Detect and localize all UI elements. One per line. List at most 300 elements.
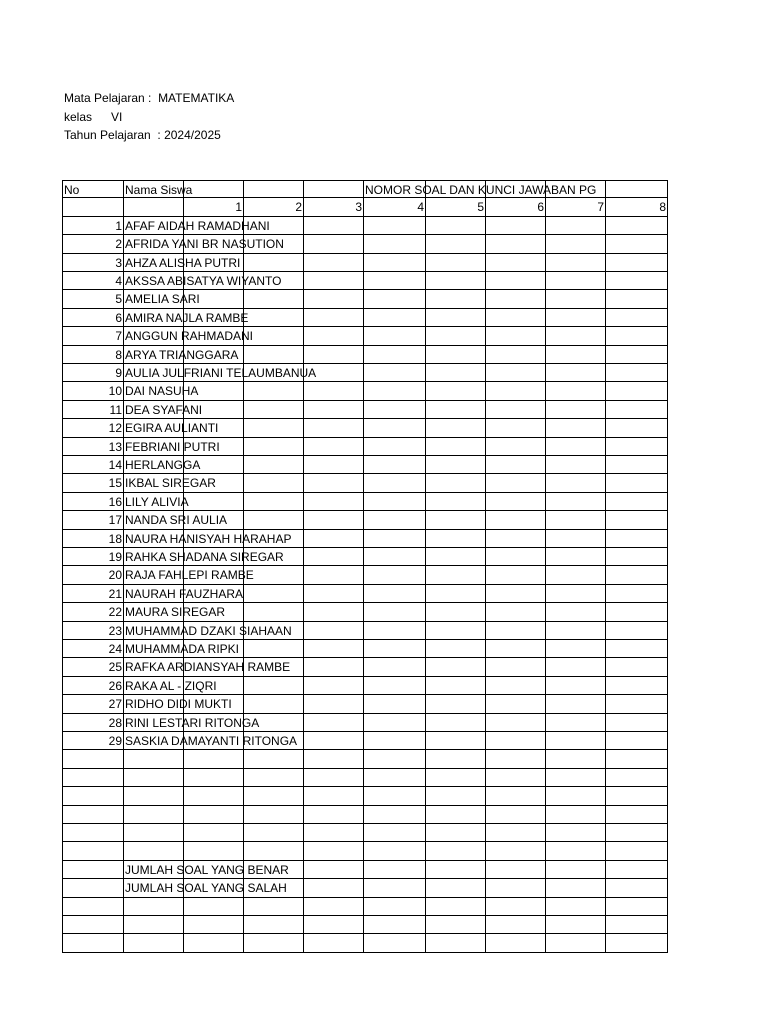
table-cell[interactable] (606, 456, 668, 474)
table-cell[interactable] (364, 217, 426, 235)
table-cell[interactable] (124, 401, 203, 419)
table-cell[interactable] (486, 309, 546, 327)
table-cell[interactable] (546, 419, 606, 437)
table-cell[interactable] (426, 916, 486, 934)
table-cell[interactable] (304, 695, 364, 713)
table-cell[interactable] (486, 254, 546, 272)
table-cell[interactable] (62, 658, 124, 676)
table-cell[interactable] (546, 640, 606, 658)
table-cell[interactable] (304, 254, 364, 272)
table-cell[interactable] (546, 861, 606, 879)
table-cell[interactable] (546, 566, 606, 584)
table-cell[interactable] (244, 346, 304, 364)
table-cell[interactable] (244, 898, 304, 916)
table-cell[interactable] (62, 493, 124, 511)
table-cell[interactable] (124, 346, 239, 364)
table-cell[interactable] (244, 842, 304, 860)
table-cell[interactable] (546, 309, 606, 327)
table-cell[interactable] (304, 180, 364, 198)
table-cell[interactable] (124, 806, 184, 824)
table-cell[interactable] (364, 861, 426, 879)
table-cell[interactable] (304, 401, 364, 419)
table-cell[interactable] (546, 898, 606, 916)
table-cell[interactable] (304, 750, 364, 768)
table-cell[interactable] (486, 566, 546, 584)
table-cell[interactable] (546, 603, 606, 621)
table-cell[interactable] (486, 640, 546, 658)
table-cell[interactable] (486, 327, 546, 345)
table-cell[interactable] (546, 585, 606, 603)
table-cell[interactable] (62, 327, 124, 345)
table-cell[interactable] (426, 401, 486, 419)
table-cell[interactable] (486, 861, 546, 879)
table-cell[interactable] (546, 401, 606, 419)
table-cell[interactable] (486, 419, 546, 437)
table-cell[interactable] (606, 898, 668, 916)
table-cell[interactable] (364, 401, 426, 419)
table-cell[interactable] (62, 824, 124, 842)
table-cell[interactable] (304, 530, 364, 548)
table-cell[interactable] (124, 456, 201, 474)
table-cell[interactable] (62, 695, 124, 713)
table-cell[interactable] (124, 438, 220, 456)
table-cell[interactable] (546, 235, 606, 253)
table-cell[interactable] (124, 861, 289, 879)
table-cell[interactable] (304, 787, 364, 805)
table-cell[interactable] (124, 677, 217, 695)
table-cell[interactable] (62, 474, 124, 492)
table-cell[interactable] (124, 879, 287, 897)
table-cell[interactable] (364, 198, 426, 216)
table-cell[interactable] (304, 842, 364, 860)
table-cell[interactable] (546, 695, 606, 713)
table-cell[interactable] (426, 677, 486, 695)
table-cell[interactable] (124, 769, 184, 787)
table-cell[interactable] (426, 309, 486, 327)
table-cell[interactable] (62, 364, 124, 382)
table-cell[interactable] (184, 898, 244, 916)
table-cell[interactable] (304, 677, 364, 695)
table-cell[interactable] (62, 254, 124, 272)
table-cell[interactable] (364, 714, 426, 732)
table-cell[interactable] (184, 493, 244, 511)
table-cell[interactable] (426, 603, 486, 621)
table-cell[interactable] (606, 732, 668, 750)
table-cell[interactable] (606, 198, 668, 216)
table-cell[interactable] (546, 474, 606, 492)
table-cell[interactable] (364, 640, 426, 658)
table-cell[interactable] (486, 401, 546, 419)
table-cell[interactable] (304, 419, 364, 437)
table-cell[interactable] (426, 235, 486, 253)
table-cell[interactable] (546, 198, 606, 216)
table-cell[interactable] (606, 217, 668, 235)
table-cell[interactable] (304, 824, 364, 842)
table-cell[interactable] (244, 603, 304, 621)
table-cell[interactable] (606, 916, 668, 934)
table-cell[interactable] (606, 364, 668, 382)
table-cell[interactable] (364, 438, 426, 456)
table-cell[interactable] (426, 272, 486, 290)
table-cell[interactable] (184, 198, 244, 216)
table-cell[interactable] (364, 382, 426, 400)
table-cell[interactable] (426, 566, 486, 584)
table-cell[interactable] (426, 254, 486, 272)
table-cell[interactable] (426, 438, 486, 456)
table-cell[interactable] (62, 217, 124, 235)
table-cell[interactable] (426, 934, 486, 952)
table-cell[interactable] (426, 474, 486, 492)
table-cell[interactable] (486, 750, 546, 768)
table-cell[interactable] (364, 309, 426, 327)
table-cell[interactable] (244, 456, 304, 474)
table-cell[interactable] (62, 548, 124, 566)
table-cell[interactable] (62, 769, 124, 787)
table-cell[interactable] (124, 217, 270, 235)
table-cell[interactable] (364, 934, 426, 952)
table-cell[interactable] (364, 346, 426, 364)
table-cell[interactable] (546, 658, 606, 676)
table-cell[interactable] (62, 640, 124, 658)
table-cell[interactable] (486, 898, 546, 916)
table-cell[interactable] (606, 419, 668, 437)
table-cell[interactable] (364, 916, 426, 934)
table-cell[interactable] (124, 254, 241, 272)
table-cell[interactable] (124, 916, 184, 934)
table-cell[interactable] (124, 327, 254, 345)
table-cell[interactable] (606, 640, 668, 658)
table-cell[interactable] (184, 180, 244, 198)
table-cell[interactable] (244, 474, 304, 492)
table-cell[interactable] (304, 898, 364, 916)
table-cell[interactable] (426, 879, 486, 897)
table-cell[interactable] (486, 585, 546, 603)
table-cell[interactable] (486, 603, 546, 621)
table-cell[interactable] (304, 861, 364, 879)
table-cell[interactable] (364, 824, 426, 842)
table-cell[interactable] (426, 217, 486, 235)
table-cell[interactable] (62, 382, 124, 400)
table-cell[interactable] (184, 824, 244, 842)
table-cell[interactable] (486, 842, 546, 860)
table-cell[interactable] (124, 640, 240, 658)
table-cell[interactable] (426, 327, 486, 345)
table-cell[interactable] (184, 769, 244, 787)
table-cell[interactable] (364, 290, 426, 308)
table-cell[interactable] (62, 235, 124, 253)
table-cell[interactable] (426, 640, 486, 658)
table-cell[interactable] (486, 272, 546, 290)
table-cell[interactable] (124, 290, 200, 308)
table-cell[interactable] (124, 695, 232, 713)
table-cell[interactable] (486, 382, 546, 400)
table-cell[interactable] (606, 677, 668, 695)
table-cell[interactable] (244, 511, 304, 529)
table-cell[interactable] (606, 824, 668, 842)
table-cell[interactable] (124, 511, 228, 529)
table-cell[interactable] (62, 438, 124, 456)
table-cell[interactable] (486, 548, 546, 566)
table-cell[interactable] (426, 548, 486, 566)
table-cell[interactable] (606, 842, 668, 860)
table-cell[interactable] (606, 327, 668, 345)
table-cell[interactable] (486, 346, 546, 364)
table-cell[interactable] (606, 658, 668, 676)
table-cell[interactable] (606, 934, 668, 952)
table-cell[interactable] (426, 732, 486, 750)
table-cell[interactable] (124, 622, 292, 640)
table-cell[interactable] (244, 309, 304, 327)
table-cell[interactable] (62, 456, 124, 474)
table-cell[interactable] (486, 714, 546, 732)
table-cell[interactable] (546, 842, 606, 860)
table-cell[interactable] (364, 272, 426, 290)
table-cell[interactable] (304, 566, 364, 584)
table-cell[interactable] (62, 603, 124, 621)
table-cell[interactable] (304, 603, 364, 621)
table-cell[interactable] (62, 272, 124, 290)
table-cell[interactable] (124, 787, 184, 805)
table-cell[interactable] (124, 714, 260, 732)
table-cell[interactable] (546, 290, 606, 308)
table-cell[interactable] (426, 493, 486, 511)
table-cell[interactable] (546, 346, 606, 364)
table-cell[interactable] (62, 511, 124, 529)
table-cell[interactable] (304, 309, 364, 327)
table-cell[interactable] (364, 695, 426, 713)
table-cell[interactable] (606, 180, 668, 198)
table-cell[interactable] (304, 879, 364, 897)
table-cell[interactable] (62, 714, 124, 732)
table-cell[interactable] (606, 695, 668, 713)
table-cell[interactable] (606, 382, 668, 400)
table-cell[interactable] (426, 787, 486, 805)
table-cell[interactable] (244, 254, 304, 272)
table-cell[interactable] (486, 677, 546, 695)
table-cell[interactable] (606, 272, 668, 290)
table-cell[interactable] (124, 180, 193, 198)
table-cell[interactable] (546, 254, 606, 272)
table-cell[interactable] (364, 622, 426, 640)
table-cell[interactable] (244, 677, 304, 695)
table-cell[interactable] (426, 290, 486, 308)
table-cell[interactable] (304, 769, 364, 787)
table-cell[interactable] (62, 934, 124, 952)
table-cell[interactable] (546, 217, 606, 235)
table-cell[interactable] (184, 934, 244, 952)
table-cell[interactable] (62, 346, 124, 364)
table-cell[interactable] (486, 824, 546, 842)
table-cell[interactable] (486, 235, 546, 253)
table-cell[interactable] (486, 290, 546, 308)
table-cell[interactable] (364, 456, 426, 474)
table-cell[interactable] (124, 842, 184, 860)
table-cell[interactable] (486, 732, 546, 750)
table-cell[interactable] (62, 842, 124, 860)
table-cell[interactable] (606, 346, 668, 364)
table-cell[interactable] (244, 401, 304, 419)
table-cell[interactable] (124, 824, 184, 842)
table-cell[interactable] (124, 382, 199, 400)
table-cell[interactable] (364, 769, 426, 787)
table-cell[interactable] (304, 658, 364, 676)
table-cell[interactable] (606, 603, 668, 621)
table-cell[interactable] (606, 438, 668, 456)
table-cell[interactable] (546, 916, 606, 934)
table-cell[interactable] (546, 438, 606, 456)
table-cell[interactable] (364, 566, 426, 584)
table-cell[interactable] (124, 309, 249, 327)
table-cell[interactable] (124, 272, 282, 290)
table-cell[interactable] (546, 456, 606, 474)
table-cell[interactable] (124, 474, 216, 492)
table-cell[interactable] (62, 677, 124, 695)
table-cell[interactable] (606, 806, 668, 824)
table-cell[interactable] (546, 364, 606, 382)
table-cell[interactable] (364, 254, 426, 272)
table-cell[interactable] (304, 235, 364, 253)
table-cell[interactable] (606, 566, 668, 584)
table-cell[interactable] (244, 806, 304, 824)
table-cell[interactable] (546, 824, 606, 842)
table-cell[interactable] (184, 787, 244, 805)
table-cell[interactable] (304, 714, 364, 732)
table-cell[interactable] (486, 769, 546, 787)
table-cell[interactable] (426, 511, 486, 529)
table-cell[interactable] (304, 934, 364, 952)
table-cell[interactable] (426, 346, 486, 364)
table-cell[interactable] (546, 272, 606, 290)
table-cell[interactable] (62, 750, 124, 768)
table-cell[interactable] (364, 879, 426, 897)
table-cell[interactable] (304, 382, 364, 400)
table-cell[interactable] (304, 198, 364, 216)
table-cell[interactable] (62, 916, 124, 934)
table-cell[interactable] (606, 493, 668, 511)
table-cell[interactable] (546, 787, 606, 805)
table-cell[interactable] (364, 585, 426, 603)
table-cell[interactable] (364, 548, 426, 566)
table-cell[interactable] (426, 382, 486, 400)
table-cell[interactable] (364, 806, 426, 824)
table-cell[interactable] (486, 916, 546, 934)
table-cell[interactable] (606, 235, 668, 253)
table-cell[interactable] (304, 585, 364, 603)
table-cell[interactable] (486, 622, 546, 640)
table-cell[interactable] (124, 934, 184, 952)
table-cell[interactable] (546, 934, 606, 952)
table-cell[interactable] (486, 806, 546, 824)
table-cell[interactable] (124, 493, 189, 511)
table-cell[interactable] (62, 566, 124, 584)
table-cell[interactable] (184, 842, 244, 860)
table-cell[interactable] (364, 235, 426, 253)
table-cell[interactable] (62, 309, 124, 327)
table-cell[interactable] (124, 548, 284, 566)
table-cell[interactable] (124, 585, 244, 603)
table-cell[interactable] (486, 511, 546, 529)
table-cell[interactable] (304, 456, 364, 474)
table-cell[interactable] (62, 861, 124, 879)
table-cell[interactable] (486, 934, 546, 952)
table-cell[interactable] (486, 438, 546, 456)
table-cell[interactable] (244, 695, 304, 713)
table-cell[interactable] (364, 603, 426, 621)
table-cell[interactable] (62, 622, 124, 640)
table-cell[interactable] (124, 732, 298, 750)
table-cell[interactable] (244, 934, 304, 952)
table-cell[interactable] (244, 585, 304, 603)
table-cell[interactable] (606, 787, 668, 805)
table-cell[interactable] (304, 806, 364, 824)
table-cell[interactable] (62, 585, 124, 603)
table-cell[interactable] (124, 419, 219, 437)
table-cell[interactable] (486, 695, 546, 713)
table-cell[interactable] (606, 585, 668, 603)
table-cell[interactable] (486, 530, 546, 548)
table-cell[interactable] (184, 806, 244, 824)
table-cell[interactable] (606, 714, 668, 732)
table-cell[interactable] (124, 530, 292, 548)
table-cell[interactable] (244, 640, 304, 658)
table-cell[interactable] (486, 658, 546, 676)
table-cell[interactable] (304, 346, 364, 364)
table-cell[interactable] (546, 879, 606, 897)
table-cell[interactable] (62, 401, 124, 419)
table-cell[interactable] (304, 438, 364, 456)
table-cell[interactable] (124, 658, 291, 676)
table-cell[interactable] (546, 622, 606, 640)
table-cell[interactable] (426, 842, 486, 860)
table-cell[interactable] (62, 732, 124, 750)
table-cell[interactable] (124, 566, 254, 584)
table-cell[interactable] (546, 382, 606, 400)
table-cell[interactable] (244, 180, 304, 198)
table-cell[interactable] (606, 861, 668, 879)
table-cell[interactable] (546, 511, 606, 529)
table-cell[interactable] (244, 769, 304, 787)
table-cell[interactable] (606, 530, 668, 548)
table-cell[interactable] (486, 474, 546, 492)
table-cell[interactable] (304, 732, 364, 750)
table-cell[interactable] (364, 787, 426, 805)
table-cell[interactable] (62, 898, 124, 916)
table-cell[interactable] (426, 622, 486, 640)
table-cell[interactable] (244, 290, 304, 308)
table-cell[interactable] (546, 750, 606, 768)
table-cell[interactable] (546, 530, 606, 548)
table-cell[interactable] (606, 879, 668, 897)
table-cell[interactable] (606, 750, 668, 768)
table-cell[interactable] (62, 530, 124, 548)
table-cell[interactable] (364, 493, 426, 511)
table-cell[interactable] (62, 806, 124, 824)
table-cell[interactable] (184, 750, 244, 768)
table-cell[interactable] (606, 548, 668, 566)
table-cell[interactable] (244, 787, 304, 805)
table-cell[interactable] (244, 327, 304, 345)
table-cell[interactable] (364, 677, 426, 695)
table-cell[interactable] (364, 511, 426, 529)
table-cell[interactable] (426, 658, 486, 676)
table-cell[interactable] (62, 787, 124, 805)
table-cell[interactable] (426, 364, 486, 382)
table-cell[interactable] (244, 198, 304, 216)
table-cell[interactable] (304, 272, 364, 290)
table-cell[interactable] (486, 456, 546, 474)
table-cell[interactable] (364, 898, 426, 916)
table-cell[interactable] (124, 603, 226, 621)
